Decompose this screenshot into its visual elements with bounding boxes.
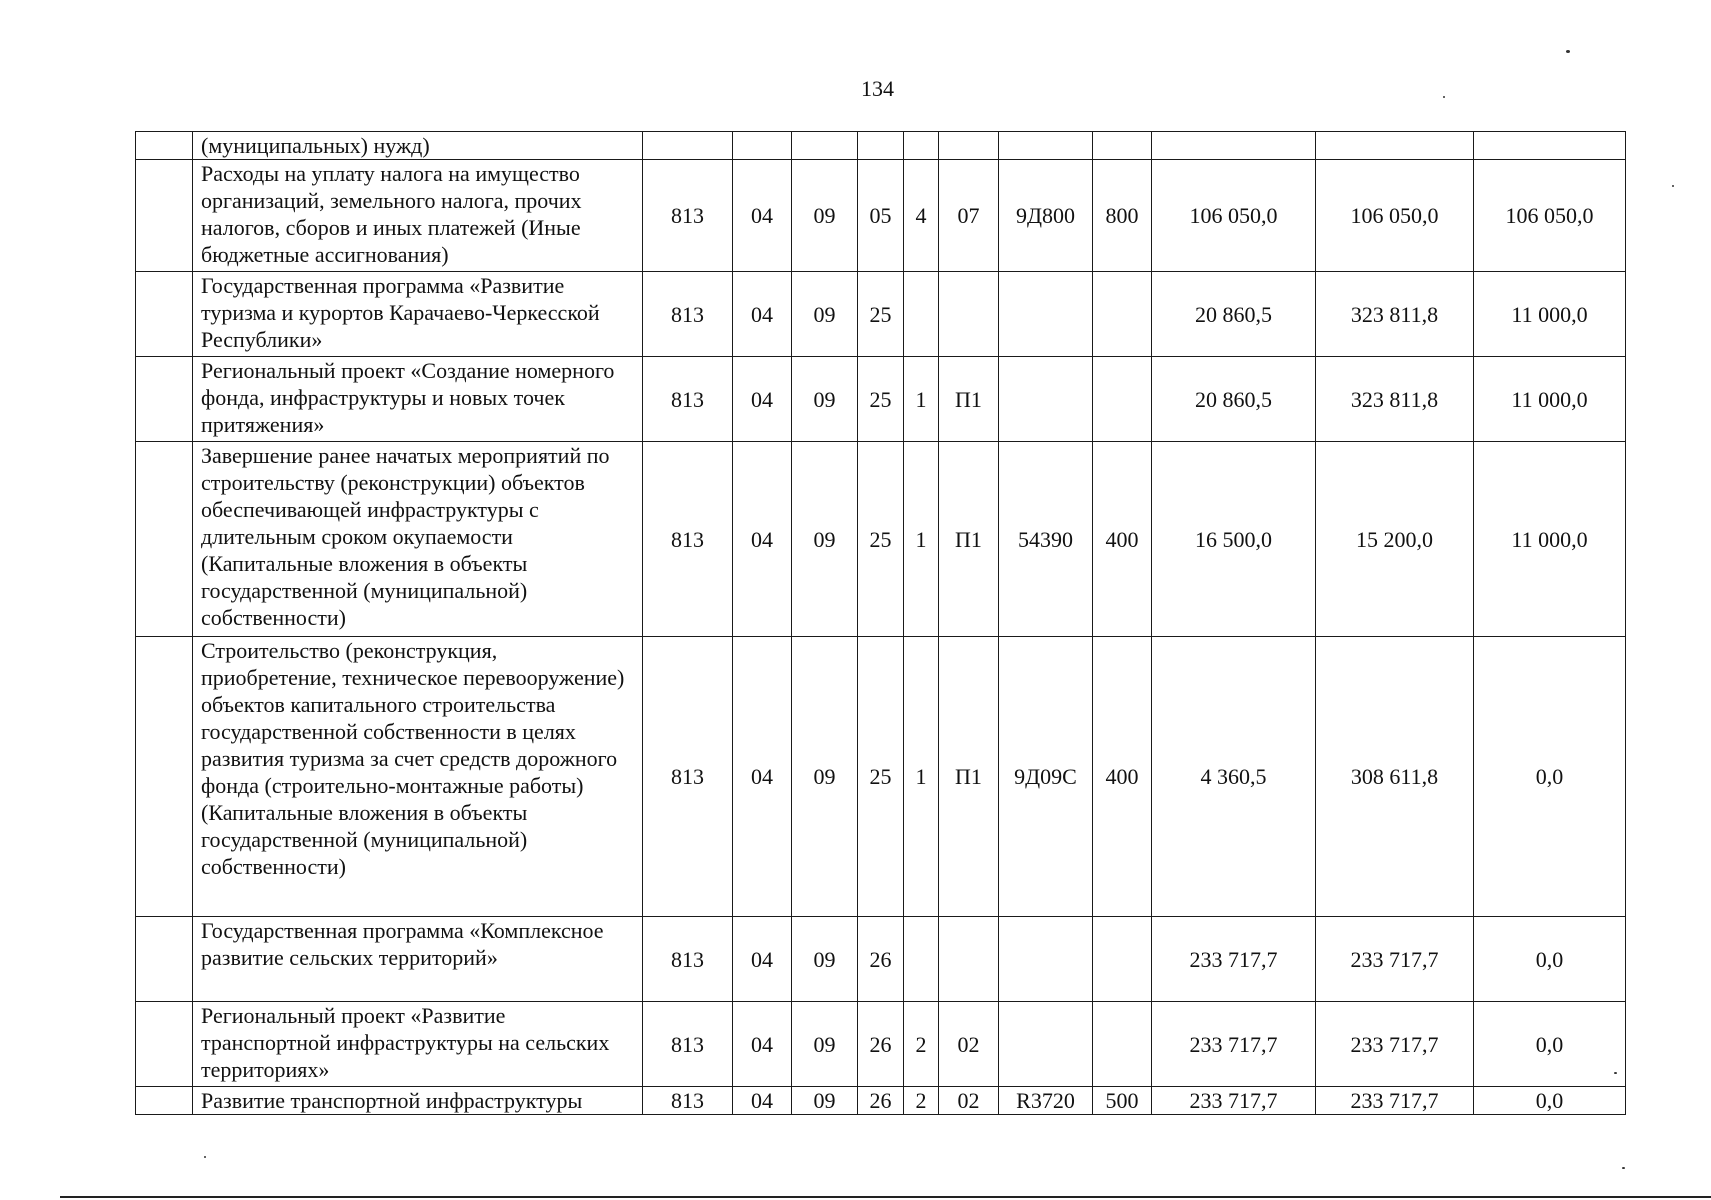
cell-subprogram bbox=[904, 132, 939, 160]
cell-amount-3: 106 050,0 bbox=[1474, 160, 1626, 272]
cell-row-number bbox=[136, 132, 193, 160]
cell-subsection: 09 bbox=[792, 1002, 858, 1087]
cell-program bbox=[858, 132, 904, 160]
cell-row-number bbox=[136, 637, 193, 917]
cell-program: 25 bbox=[858, 637, 904, 917]
row-name: Региональный проект «Развитие транспортной инфраструктуры на сельских территориях» bbox=[193, 1002, 643, 1087]
cell-amount-1: 16 500,0 bbox=[1152, 442, 1316, 637]
cell-direction: 07 bbox=[939, 160, 999, 272]
cell-subsection: 09 bbox=[792, 272, 858, 357]
cell-row-number bbox=[136, 1002, 193, 1087]
cell-program: 25 bbox=[858, 272, 904, 357]
scan-speck bbox=[1566, 50, 1570, 53]
cell-amount-2 bbox=[1316, 132, 1474, 160]
cell-subsection: 09 bbox=[792, 917, 858, 1002]
row-name: (муниципальных) нужд) bbox=[193, 132, 643, 160]
table-row bbox=[136, 1002, 1626, 1087]
cell-subsection bbox=[792, 132, 858, 160]
cell-direction bbox=[939, 917, 999, 1002]
cell-gp-code: 813 bbox=[643, 357, 733, 442]
cell-amount-1 bbox=[1152, 132, 1316, 160]
cell-gp-code bbox=[643, 132, 733, 160]
cell-amount-1: 233 717,7 bbox=[1152, 917, 1316, 1002]
table-row bbox=[136, 357, 1626, 442]
cell-amount-2: 106 050,0 bbox=[1316, 160, 1474, 272]
cell-subsection: 09 bbox=[792, 160, 858, 272]
cell-amount-3: 11 000,0 bbox=[1474, 442, 1626, 637]
cell-expense-type bbox=[1093, 1002, 1152, 1087]
cell-row-number bbox=[136, 272, 193, 357]
cell-amount-3: 0,0 bbox=[1474, 637, 1626, 917]
cell-row-number bbox=[136, 357, 193, 442]
cell-amount-3: 0,0 bbox=[1474, 1087, 1626, 1115]
cell-subsection: 09 bbox=[792, 1087, 858, 1115]
cell-amount-2: 308 611,8 bbox=[1316, 637, 1474, 917]
cell-amount-1: 20 860,5 bbox=[1152, 272, 1316, 357]
cell-amount-3: 11 000,0 bbox=[1474, 272, 1626, 357]
scan-speck bbox=[1443, 96, 1445, 98]
cell-gp-code: 813 bbox=[643, 442, 733, 637]
cell-gp-code: 813 bbox=[643, 637, 733, 917]
table-row bbox=[136, 637, 1626, 917]
cell-gp-code: 813 bbox=[643, 1002, 733, 1087]
cell-subsection: 09 bbox=[792, 442, 858, 637]
cell-gp-code: 813 bbox=[643, 272, 733, 357]
cell-target-code bbox=[999, 272, 1093, 357]
row-name: Завершение ранее начатых мероприятий по строительству (реконструкции) объектов обеспечивающей инфраструктуры с длительным сроком окупаемости (Капитальные вложения в объекты государственной (муниципальной) собственности) bbox=[193, 442, 643, 637]
cell-row-number bbox=[136, 917, 193, 1002]
page-number: 134 bbox=[861, 76, 894, 101]
cell-row-number bbox=[136, 1087, 193, 1115]
cell-target-code bbox=[999, 1002, 1093, 1087]
cell-amount-1: 233 717,7 bbox=[1152, 1087, 1316, 1115]
row-name: Государственная программа «Развитие туризма и курортов Карачаево-Черкесской Республики» bbox=[193, 272, 643, 357]
scan-speck bbox=[1622, 1167, 1625, 1169]
budget-table bbox=[135, 131, 1626, 1115]
cell-section: 04 bbox=[733, 637, 792, 917]
table-row bbox=[136, 272, 1626, 357]
cell-expense-type bbox=[1093, 132, 1152, 160]
cell-subprogram bbox=[904, 272, 939, 357]
cell-program: 26 bbox=[858, 1087, 904, 1115]
cell-amount-3: 0,0 bbox=[1474, 917, 1626, 1002]
row-name: Государственная программа «Комплексное развитие сельских территорий» bbox=[193, 917, 643, 1002]
cell-gp-code: 813 bbox=[643, 1087, 733, 1115]
cell-direction bbox=[939, 272, 999, 357]
cell-program: 25 bbox=[858, 442, 904, 637]
cell-target-code bbox=[999, 132, 1093, 160]
cell-expense-type: 500 bbox=[1093, 1087, 1152, 1115]
cell-direction: П1 bbox=[939, 357, 999, 442]
cell-subprogram: 1 bbox=[904, 442, 939, 637]
cell-amount-1: 233 717,7 bbox=[1152, 1002, 1316, 1087]
cell-direction: 02 bbox=[939, 1087, 999, 1115]
row-name: Региональный проект «Создание номерного фонда, инфраструктуры и новых точек притяжения» bbox=[193, 357, 643, 442]
table-row bbox=[136, 132, 1626, 160]
cell-amount-1: 4 360,5 bbox=[1152, 637, 1316, 917]
cell-direction: 02 bbox=[939, 1002, 999, 1087]
cell-amount-1: 20 860,5 bbox=[1152, 357, 1316, 442]
table-body bbox=[136, 132, 1626, 1115]
cell-gp-code: 813 bbox=[643, 160, 733, 272]
cell-amount-1: 106 050,0 bbox=[1152, 160, 1316, 272]
cell-expense-type: 400 bbox=[1093, 637, 1152, 917]
cell-direction: П1 bbox=[939, 637, 999, 917]
cell-row-number bbox=[136, 442, 193, 637]
table-row bbox=[136, 917, 1626, 1002]
cell-amount-2: 233 717,7 bbox=[1316, 1087, 1474, 1115]
cell-subprogram: 2 bbox=[904, 1087, 939, 1115]
table-row bbox=[136, 1087, 1626, 1115]
cell-target-code bbox=[999, 357, 1093, 442]
cell-program: 26 bbox=[858, 1002, 904, 1087]
cell-subprogram: 4 bbox=[904, 160, 939, 272]
row-name: Развитие транспортной инфраструктуры bbox=[193, 1087, 643, 1115]
cell-subsection: 09 bbox=[792, 357, 858, 442]
cell-program: 05 bbox=[858, 160, 904, 272]
scan-speck bbox=[1672, 185, 1674, 187]
cell-amount-2: 233 717,7 bbox=[1316, 1002, 1474, 1087]
cell-amount-2: 323 811,8 bbox=[1316, 357, 1474, 442]
cell-program: 25 bbox=[858, 357, 904, 442]
cell-section: 04 bbox=[733, 272, 792, 357]
cell-direction bbox=[939, 132, 999, 160]
cell-target-code: 54390 bbox=[999, 442, 1093, 637]
cell-amount-3 bbox=[1474, 132, 1626, 160]
cell-section: 04 bbox=[733, 1087, 792, 1115]
cell-target-code: 9Д800 bbox=[999, 160, 1093, 272]
cell-amount-2: 233 717,7 bbox=[1316, 917, 1474, 1002]
cell-section: 04 bbox=[733, 917, 792, 1002]
table-row bbox=[136, 160, 1626, 272]
cell-expense-type bbox=[1093, 272, 1152, 357]
cell-program: 26 bbox=[858, 917, 904, 1002]
cell-subsection: 09 bbox=[792, 637, 858, 917]
cell-row-number bbox=[136, 160, 193, 272]
cell-direction: П1 bbox=[939, 442, 999, 637]
cell-section: 04 bbox=[733, 1002, 792, 1087]
cell-expense-type bbox=[1093, 917, 1152, 1002]
cell-section bbox=[733, 132, 792, 160]
cell-expense-type: 800 bbox=[1093, 160, 1152, 272]
scan-speck bbox=[1614, 1072, 1617, 1074]
cell-section: 04 bbox=[733, 160, 792, 272]
cell-expense-type bbox=[1093, 357, 1152, 442]
cell-amount-2: 15 200,0 bbox=[1316, 442, 1474, 637]
cell-subprogram bbox=[904, 917, 939, 1002]
cell-subprogram: 1 bbox=[904, 637, 939, 917]
cell-section: 04 bbox=[733, 357, 792, 442]
cell-subprogram: 1 bbox=[904, 357, 939, 442]
cell-amount-3: 0,0 bbox=[1474, 1002, 1626, 1087]
cell-target-code bbox=[999, 917, 1093, 1002]
row-name: Расходы на уплату налога на имущество организаций, земельного налога, прочих налогов, сборов и иных платежей (Иные бюджетные ассигнования) bbox=[193, 160, 643, 272]
cell-expense-type: 400 bbox=[1093, 442, 1152, 637]
cell-target-code: R3720 bbox=[999, 1087, 1093, 1115]
scan-speck bbox=[204, 1156, 206, 1158]
cell-target-code: 9Д09С bbox=[999, 637, 1093, 917]
cell-amount-3: 11 000,0 bbox=[1474, 357, 1626, 442]
cell-amount-2: 323 811,8 bbox=[1316, 272, 1474, 357]
cell-section: 04 bbox=[733, 442, 792, 637]
cell-subprogram: 2 bbox=[904, 1002, 939, 1087]
row-name: Строительство (реконструкция, приобретение, техническое перевооружение) объектов капитального строительства государственной собственности в целях развития туризма за счет средств дорожного фонда (строительно-монтажные работы) (Капитальные вложения в объекты государственной (муниципальной) собственности) bbox=[193, 637, 643, 917]
table-row bbox=[136, 442, 1626, 637]
scan-edge-line bbox=[60, 1196, 1711, 1198]
cell-gp-code: 813 bbox=[643, 917, 733, 1002]
